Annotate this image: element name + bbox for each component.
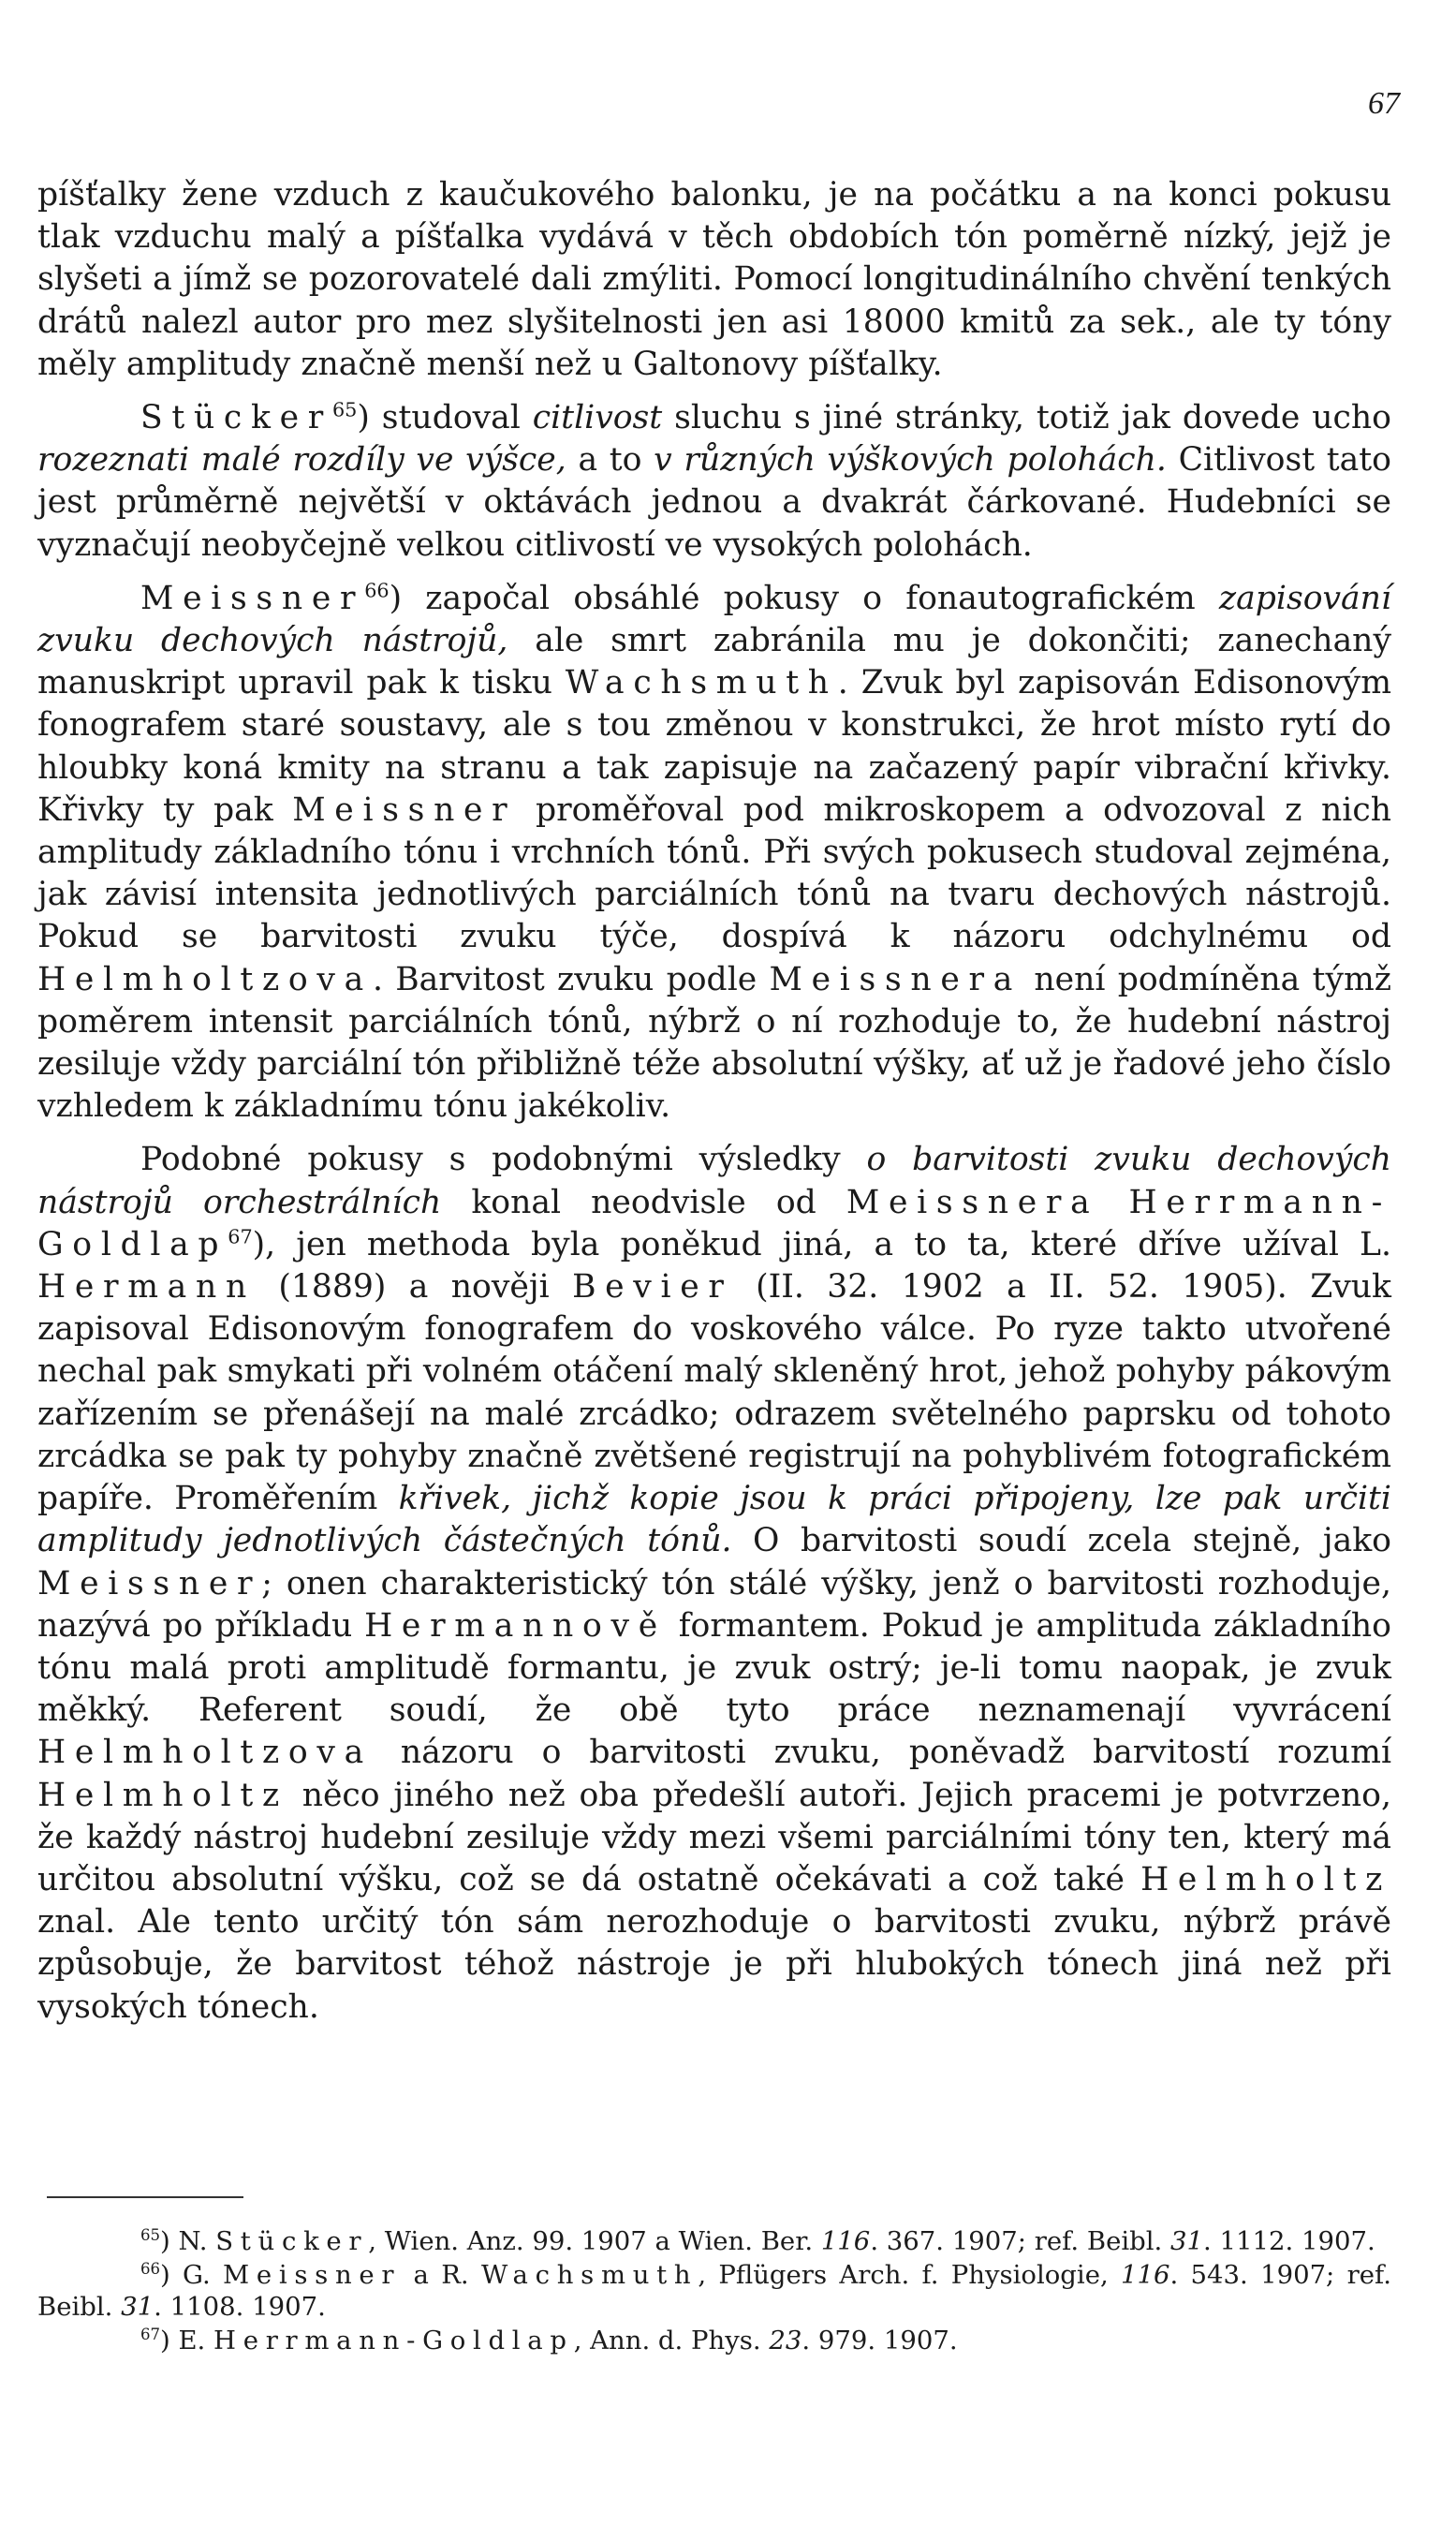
text-run: ) E. (160, 2326, 214, 2355)
footnote-number: 67 (140, 2325, 160, 2343)
author-name: Helmholtz (37, 1776, 288, 1814)
text-run (1098, 1184, 1128, 1221)
author-name: Meissner (223, 2260, 402, 2290)
emphasis: v různých výškových polohách. (654, 441, 1167, 480)
text-run: . 1108. 1907. (154, 2292, 326, 2322)
paragraph-2 (37, 397, 1391, 567)
footnote-65 (37, 2225, 1391, 2257)
author-name: Meissner (140, 579, 365, 617)
footnote-number: 66 (140, 2259, 160, 2278)
text-run: konal neodvisle od (441, 1183, 846, 1221)
text-run: , Wien. Anz. 99. 1907 a Wien. Ber. (368, 2226, 821, 2256)
author-name: Herrmann-Goldlap (37, 1183, 1391, 1263)
text-run: ) započal obsáhlé pokusy o fonautografickém (389, 579, 1219, 617)
text-run: sluchu s jiné stránky, totiž jak dovede ucho (662, 399, 1391, 437)
footnote-67 (37, 2325, 1391, 2356)
text-run: znal. Ale tento určitý tón sám nerozhoduje o barvitosti zvuku, nýbrž právě způsobuje, že barvitost téhož nástroje je při hlubokých tónech jiná než při vysokých tónech. (37, 1903, 1391, 2026)
text-run: , Pflügers Arch. f. Physiologie, (698, 2260, 1122, 2290)
volume-number: 31 (121, 2292, 154, 2322)
emphasis: citlivost (532, 399, 663, 437)
emphasis: rozeznati malé rozdíly ve výšce, (37, 441, 566, 480)
footnote-ref[interactable]: 67 (228, 1225, 253, 1248)
footnote-number: 65 (140, 2225, 160, 2244)
paragraph-1: píšťalky žene vzduch z kaučukového balonku, je na počátku a na konci pokusu tlak vzduchu malý a píšťalka vydává v těch obdobích tón poměrně nízký, jejž je slyšeti a jímž se pozorovatelé dali zmýliti. Pomocí longitudinálního chvění tenkých drátů nalezl autor pro mez slyšitelnosti jen asi 18000 kmitů za sek., ale ty tóny měly amplitudy značně menší než u Galtonovy píšťalky. (37, 176, 1391, 383)
footnote-divider (47, 2196, 243, 2198)
text-run: něco jiného než oba předešlí autoři. Jejich pracemi je potvrzeno, že každý nástroj hudební zesiluje vždy mezi všemi parciálními tóny ten, který má určitou absolutní výšku, což se dá ostatně očekávati a což také (37, 1776, 1391, 1898)
text-run: . 1112. 1907. (1203, 2226, 1375, 2256)
author-name: Wachsmuth (480, 2260, 699, 2290)
paragraph-3 (37, 578, 1391, 1129)
author-name: Stücker (215, 2226, 369, 2256)
emphasis: křivek, jichž kopie jsou k práci připojeny, lze pak určiti amplitudy jednotlivých částečných tónů. (37, 1480, 1391, 1560)
author-name: Stücker (140, 399, 332, 437)
text-run: Citlivost tato jest průměrně největší v oktávách jednou a dvakrát čárkované. Hudebníci se vyznačují neobyčejně velkou citlivostí ve vysokých polohách. (37, 441, 1391, 564)
emphasis: zapisování zvuku dechových nástrojů, (37, 579, 1391, 660)
text-run: . 979. 1907. (802, 2326, 958, 2355)
text-run: názoru o barvitosti zvuku, poněvadž barvitostí rozumí (372, 1734, 1391, 1772)
author-name: Helmholtz (1140, 1860, 1391, 1898)
text-run: není podmíněna týmž poměrem intensit parciálních tónů, nýbrž o ní rozhoduje to, že hudební nástroj zesiluje vždy parciální tón přibližně téže absolutní výšky, ať už je řadové jeho číslo vzhledem k základnímu tónu jakékoliv. (37, 960, 1391, 1126)
author-name: Bevier (572, 1268, 733, 1307)
text-run: a R. (401, 2260, 481, 2290)
author-name: Meissnera (846, 1183, 1099, 1221)
volume-number: 31 (1170, 2226, 1204, 2256)
text-run: ; onen charakteristický tón stálé výšky, jenž o barvitosti rozhoduje, nazývá po příkladu (37, 1564, 1391, 1645)
volume-number: 116 (820, 2226, 871, 2256)
page-number: 67 (1368, 86, 1400, 121)
body-text (37, 174, 1391, 2029)
text-run: (1889) a nověji (255, 1268, 573, 1307)
text-run: . Barvitost zvuku podle (372, 960, 770, 998)
author-name: Helmholtzova (37, 960, 373, 998)
emphasis: o barvitosti zvuku dechových nástrojů orchestrálních (37, 1141, 1391, 1221)
author-name: Meissner (37, 1564, 262, 1602)
author-name: Herrmann-Goldlap (213, 2326, 574, 2355)
author-name: Hermannově (364, 1606, 667, 1645)
text-run: formantem. Pokud je amplituda základního tónu malá proti amplitudě formantu, je zvuk ostrý; je-li tomu naopak, je zvuk měkký. Referent soudí, že obě tyto práce neznamenají vyvrácení (37, 1606, 1391, 1730)
text-run: . 367. 1907; ref. Beibl. (870, 2226, 1171, 2256)
paragraph-4 (37, 1139, 1391, 2028)
author-name: Helmholtzova (37, 1734, 373, 1772)
author-name: Hermann (37, 1268, 256, 1307)
author-name: Meissnera (769, 960, 1022, 998)
text-run: Podobné pokusy s podobnými výsledky (140, 1141, 867, 1179)
text-run: proměřoval pod mikroskopem a odvozoval z nich amplitudy základního tónu i vrchních tónů. Při svých pokusech studoval zejména, jak závisí intensita jednotlivých parciálních tónů na tvaru dechových nástrojů. Pokud se barvitosti zvuku týče, dospívá k názoru odchylnému od (37, 790, 1391, 956)
text-run: . 543. 1907; ref. Beibl. (37, 2260, 1391, 2322)
author-name: Meissner (292, 790, 517, 829)
volume-number: 116 (1121, 2260, 1170, 2290)
text-run: ) G. (160, 2260, 224, 2290)
footnote-66 (37, 2259, 1391, 2323)
text-run: ) studoval (357, 399, 533, 437)
text-run: , Ann. d. Phys. (573, 2326, 770, 2355)
text-run: ), jen methoda byla poněkud jiná, a to ta, které dříve užíval L. (252, 1225, 1391, 1263)
text-run: ale smrt zabránila mu je dokončiti; zanechaný manuskript upravil pak k tisku (37, 622, 1391, 702)
volume-number: 23 (769, 2326, 802, 2355)
author-name: Wachsmuth (565, 664, 838, 702)
text-run: (II. 32. 1902 a II. 52. 1905). Zvuk zapisoval Edisonovým fonografem do voskového válce. Po ryze takto utvořené nechal pak smykati při volném otáčení malý skleněný hrot, jehož pohyby pákovým zařízením se přenášejí na malé zrcádko; odrazem světelného paprsku od tohoto zrcádka se pak ty pohyby značně zvětšené registrují na pohyblivém fotografickém papíře. Proměřením (37, 1268, 1391, 1518)
footnote-ref[interactable]: 65 (331, 398, 358, 421)
text-run: a to (566, 441, 654, 480)
text-run: . Zvuk byl zapisován Edisonovým fonografem staré soustavy, ale s tou změnou v konstrukci, že hrot místo rytí do hloubky koná kmity na stranu a tak zapisuje na začazený papír vibrační křivky. Křivky ty pak (37, 664, 1392, 829)
text-run: ) N. (160, 2226, 216, 2256)
text-run: O barvitosti soudí zcela stejně, jako (731, 1522, 1391, 1560)
footnotes (37, 2225, 1391, 2356)
footnote-ref[interactable]: 66 (364, 579, 390, 602)
